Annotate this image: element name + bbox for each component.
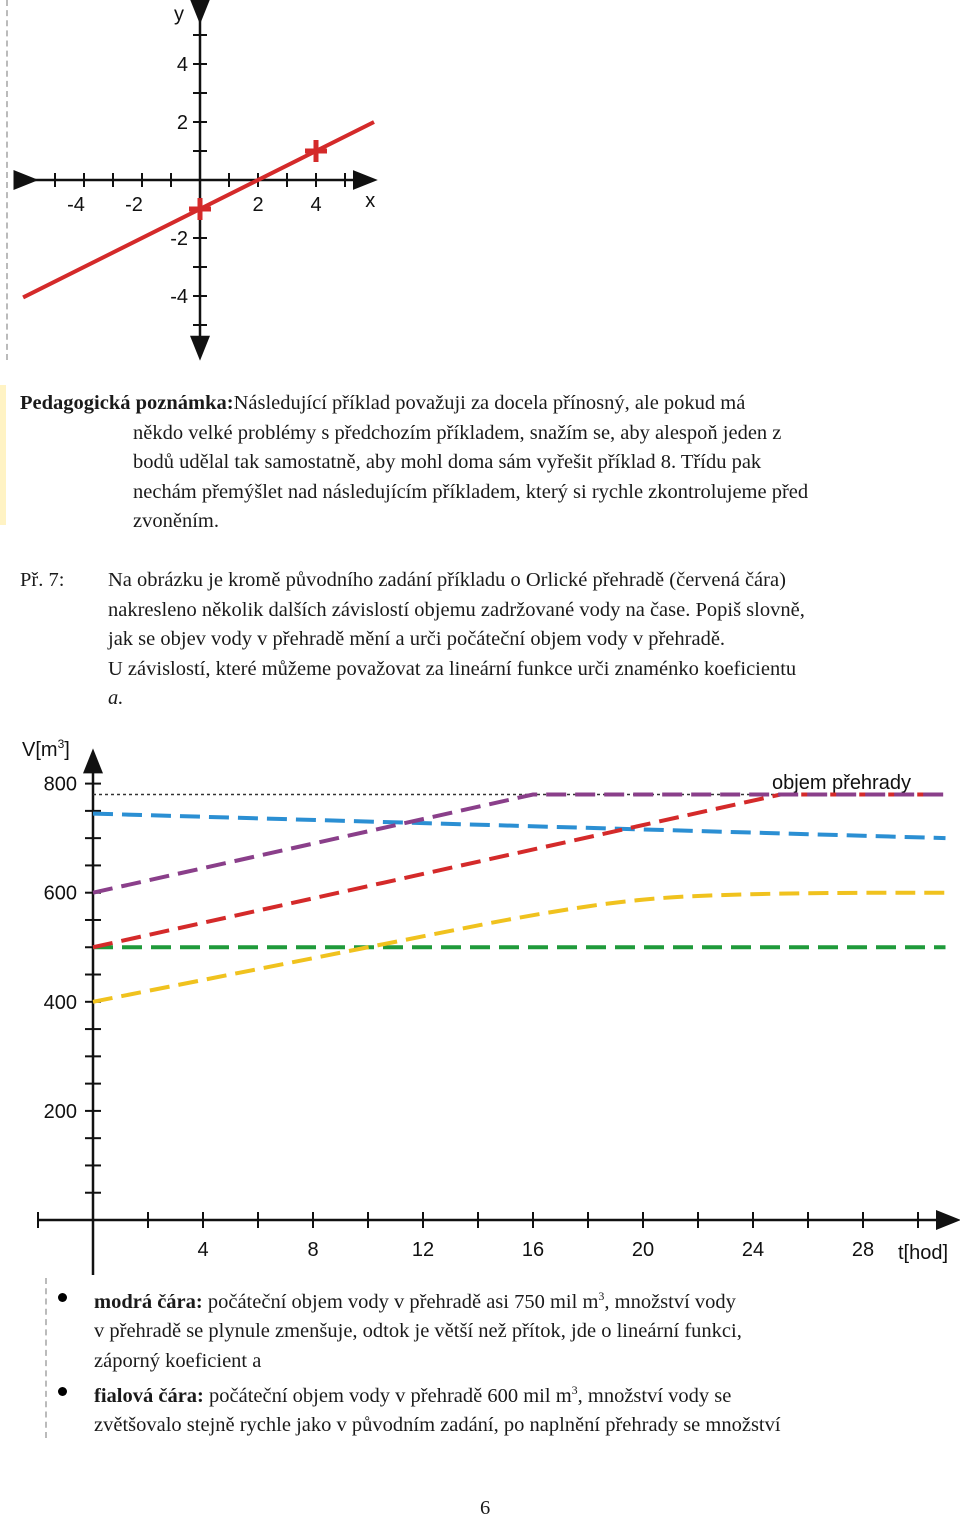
graph-point-marker	[305, 140, 327, 162]
note-line-1: Následující příklad považuji za docela přínosný, ale pokud má	[233, 392, 746, 414]
y-tick-label: 4	[176, 54, 188, 76]
bullet-2-line1-end: , množství vody se	[577, 1384, 732, 1407]
chart-x-tick-label: 16	[521, 1239, 545, 1261]
chart-x-tick-label: 20	[631, 1239, 655, 1261]
example-line-1: Na obrázku je kromě původního zadání příkladu o Orlické přehradě (červená čára)	[108, 569, 786, 591]
graph-point-marker	[189, 198, 211, 220]
example-line-5: a.	[108, 687, 124, 709]
x-tick-label: -4	[67, 194, 85, 216]
bullet-2-line1: počáteční objem vody v přehradě 600 mil m	[209, 1384, 572, 1407]
chart-x-tick-label: 4	[197, 1239, 209, 1261]
page-number: 6	[480, 1497, 491, 1519]
chart-x-tick-label: 12	[411, 1239, 435, 1261]
note-line-4: nechám přemýšlet nad následujícím příkladem, který si rychle zkontrolujeme před	[133, 480, 809, 503]
y-tick-label: 2	[176, 112, 188, 134]
bullet-2-label: fialová čára:	[94, 1384, 204, 1407]
y-axis-label: $V[m^3]$	[22, 737, 70, 761]
example-line-3: jak se objev vody v přehradě mění a urči počáteční objem vody v přehradě.	[108, 628, 726, 650]
note-highlight-bar	[0, 385, 6, 525]
bullet-1-line2: v přehradě se plynule zmenšuje, odtok je větší než přítok, jde o lineární funkci,	[94, 1320, 742, 1343]
chart-x-tick-label: 8	[307, 1239, 319, 1261]
chart-y-tick-label: 600	[43, 882, 77, 905]
chart-x-tick-label: 28	[851, 1239, 875, 1261]
volume-time-chart	[0, 720, 960, 1280]
chart-y-tick-label: 800	[43, 773, 77, 796]
note-label: Pedagogická poznámka:	[20, 392, 234, 414]
blue-series-line	[93, 814, 946, 839]
x-tick-label: 2	[252, 194, 264, 216]
bullet-1-line1-end: , množství vody	[604, 1290, 736, 1313]
chart-x-tick-label: 24	[741, 1239, 765, 1261]
bullet-dot-2	[58, 1387, 67, 1396]
bullet-1-line3-text: záporný koeficient a	[94, 1349, 262, 1372]
y-tick-label: -2	[170, 228, 188, 250]
example-line-2: nakresleno několik dalších závislostí objemu zadržované vody na čase. Popiš slovně,	[108, 598, 805, 621]
linear-function-graph	[0, 0, 400, 365]
capacity-annotation: objem přehrady	[772, 772, 911, 794]
bullet-2-line2: zvětšovalo stejně rychle jako v původním zadání, po naplnění přehrady se množství	[94, 1414, 781, 1437]
note-line-3: bodů udělal tak samostatně, aby mohl doma sám vyřešit příklad 8. Třídu pak	[133, 451, 762, 473]
y-tick-label: -4	[170, 286, 188, 308]
bullet-item-blue	[94, 1282, 954, 1376]
x-axis-label: t[hod]	[898, 1242, 949, 1264]
chart-y-tick-label: 400	[43, 991, 77, 1014]
x-tick-label: 4	[310, 194, 322, 216]
bullet-1-line1: počáteční objem vody v přehradě asi 750 mil m	[207, 1290, 599, 1313]
bullet-item-purple	[94, 1376, 954, 1441]
example-7-label: Př. 7:	[20, 569, 65, 591]
note-line-2: někdo velké problémy s předchozím příkladem, snažím se, aby alespoň jeden z	[133, 421, 782, 444]
bullet-1-sup: 3	[598, 1289, 605, 1303]
purple-series-line	[93, 795, 946, 893]
note-line-5: zvoněním.	[133, 510, 219, 532]
example-7-text	[108, 566, 958, 714]
left-margin-dash-bottom	[45, 1278, 47, 1438]
bullet-dot-1	[58, 1293, 67, 1302]
chart-y-tick-label: 200	[43, 1100, 77, 1123]
bullet-1-label: modrá čára:	[94, 1290, 203, 1313]
graph1-x-label: x	[365, 190, 376, 212]
x-tick-label: -2	[125, 194, 143, 216]
graph1-y-label: y	[174, 3, 184, 26]
example-line-4: U závislostí, které můžeme považovat za lineární funkce urči znaménko koeficientu	[108, 657, 797, 680]
bullet-1-line3	[94, 1347, 954, 1377]
bullet-2-sup: 3	[571, 1383, 578, 1397]
pedagogical-note	[20, 389, 940, 537]
